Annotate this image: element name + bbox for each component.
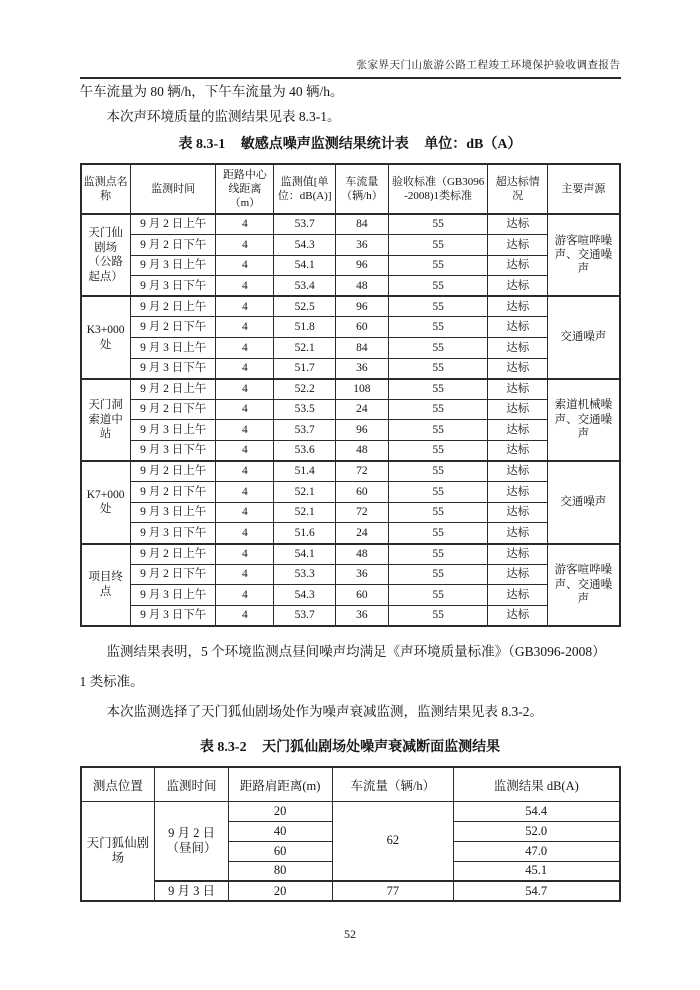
table-cell: 4	[216, 502, 274, 523]
table-cell: 55	[388, 338, 488, 359]
table-row	[81, 317, 620, 338]
table-cell: 54.3	[274, 235, 336, 256]
table-cell: 55	[388, 358, 488, 379]
table-cell: 55	[388, 461, 488, 482]
monitoring-point-name: K3+000 处	[81, 296, 131, 378]
table-row	[81, 605, 620, 626]
result-cell: 54.7	[453, 881, 619, 901]
table-cell: 达标	[488, 399, 548, 420]
table1-caption-unit: 单位：dB（A）	[424, 137, 522, 152]
table-cell: 55	[388, 441, 488, 462]
result-cell: 45.1	[453, 861, 619, 881]
table-row	[81, 235, 620, 256]
table-cell: 72	[336, 502, 389, 523]
table-cell: 55	[388, 605, 488, 626]
table-cell: 4	[216, 441, 274, 462]
table-cell: 达标	[488, 523, 548, 544]
table-cell: 48	[336, 441, 389, 462]
table-row	[81, 544, 620, 565]
table-row	[81, 881, 620, 901]
distance-cell: 60	[228, 841, 332, 861]
table-cell: 60	[336, 482, 389, 503]
table-cell: 4	[216, 276, 274, 297]
table-cell: 9 月 3 日下午	[130, 358, 216, 379]
table1-header	[81, 164, 620, 214]
table-cell: 达标	[488, 235, 548, 256]
table-cell: 55	[388, 399, 488, 420]
table-cell: 36	[336, 605, 389, 626]
table-cell: 4	[216, 399, 274, 420]
column-header: 超达标情况	[488, 164, 548, 214]
table-cell: 4	[216, 482, 274, 503]
main-noise-source: 游客喧哗噪声、交通噪声	[548, 214, 620, 296]
table-cell: 48	[336, 276, 389, 297]
table-cell: 4	[216, 605, 274, 626]
table-row	[81, 564, 620, 585]
paragraph-conclusion	[80, 637, 621, 697]
table-row	[81, 585, 620, 606]
table-row	[81, 502, 620, 523]
table1-caption	[80, 135, 621, 155]
column-header: 距路中心线距离（m）	[216, 164, 274, 214]
table-cell: 达标	[488, 585, 548, 606]
table-cell: 52.2	[274, 379, 336, 400]
table-cell: 4	[216, 296, 274, 317]
table-cell: 4	[216, 585, 274, 606]
distance-cell: 80	[228, 861, 332, 881]
table-cell: 达标	[488, 420, 548, 441]
table-cell: 9 月 3 日上午	[130, 585, 216, 606]
table-cell: 36	[336, 358, 389, 379]
table-cell: 55	[388, 296, 488, 317]
table-cell: 4	[216, 461, 274, 482]
table-cell: 达标	[488, 605, 548, 626]
table-cell: 108	[336, 379, 389, 400]
table-cell: 52.1	[274, 502, 336, 523]
table-cell: 36	[336, 235, 389, 256]
table-cell: 55	[388, 276, 488, 297]
table2-caption-title: 天门狐仙剧场处噪声衰减断面监测结果	[262, 740, 501, 756]
table-cell: 9 月 3 日上午	[130, 502, 216, 523]
paragraph-table2-intro: 本次监测选择了天门狐仙剧场处作为噪声衰减监测，监测结果见表 8.3-2。	[106, 703, 543, 719]
table-cell: 55	[388, 523, 488, 544]
noise-monitoring-results-table	[80, 163, 621, 627]
main-noise-source: 游客喧哗噪声、交通噪声	[548, 544, 620, 626]
table-cell: 55	[388, 235, 488, 256]
column-header: 监测时间	[130, 164, 216, 214]
distance-cell: 20	[228, 881, 332, 901]
table-cell: 9 月 3 日上午	[130, 420, 216, 441]
table-cell: 4	[216, 379, 274, 400]
table-cell: 4	[216, 338, 274, 359]
table-row	[81, 358, 620, 379]
table1-caption-title: 敏感点噪声监测结果统计表	[240, 137, 409, 152]
table-cell: 4	[216, 255, 274, 276]
monitoring-time: 9 月 2 日（昼间）	[155, 801, 228, 881]
column-header: 主要声源	[548, 164, 620, 214]
table-cell: 9 月 2 日上午	[130, 544, 216, 565]
traffic-flow-cell: 62	[332, 801, 453, 881]
result-cell: 54.4	[453, 801, 619, 821]
table-cell: 达标	[488, 544, 548, 565]
table-cell: 达标	[488, 317, 548, 338]
table-cell: 9 月 3 日下午	[130, 276, 216, 297]
table-cell: 24	[336, 523, 389, 544]
table-cell: 达标	[488, 276, 548, 297]
table-cell: 72	[336, 461, 389, 482]
table-cell: 9 月 2 日下午	[130, 317, 216, 338]
table-row	[81, 255, 620, 276]
document-page	[80, 0, 621, 902]
table-cell: 9 月 3 日下午	[130, 605, 216, 626]
table-cell: 9 月 2 日上午	[130, 296, 216, 317]
table-cell: 9 月 2 日下午	[130, 399, 216, 420]
main-noise-source: 交通噪声	[548, 461, 620, 543]
table-cell: 4	[216, 235, 274, 256]
table-cell: 84	[336, 214, 389, 235]
table-cell: 60	[336, 317, 389, 338]
table-cell: 4	[216, 420, 274, 441]
measurement-location: 天门狐仙剧场	[81, 801, 155, 901]
table-cell: 55	[388, 585, 488, 606]
table-cell: 达标	[488, 502, 548, 523]
monitoring-time: 9 月 3 日	[155, 881, 228, 901]
table-row	[81, 214, 620, 235]
table-cell: 4	[216, 564, 274, 585]
table-cell: 36	[336, 564, 389, 585]
table-cell: 9 月 2 日下午	[130, 564, 216, 585]
table-cell: 52.1	[274, 482, 336, 503]
table-cell: 53.6	[274, 441, 336, 462]
table-cell: 53.3	[274, 564, 336, 585]
running-header	[80, 0, 621, 79]
table-cell: 51.7	[274, 358, 336, 379]
table2-header	[81, 767, 620, 801]
table-cell: 55	[388, 544, 488, 565]
column-header: 车流量（辆/h）	[332, 767, 453, 801]
column-header: 监测结果 dB(A)	[453, 767, 619, 801]
table-cell: 达标	[488, 482, 548, 503]
noise-attenuation-table	[80, 766, 621, 902]
table-cell: 4	[216, 523, 274, 544]
table-cell: 55	[388, 317, 488, 338]
paragraph-conclusion-line2: 1 类标准。	[79, 673, 144, 689]
table-row	[81, 399, 620, 420]
table-row	[81, 523, 620, 544]
table-cell: 达标	[488, 296, 548, 317]
table-cell: 55	[388, 420, 488, 441]
table-row	[81, 801, 620, 821]
traffic-flow-cell: 77	[332, 881, 453, 901]
table2-caption-label: 表 8.3-2	[199, 740, 247, 756]
table-cell: 53.4	[274, 276, 336, 297]
table-cell: 达标	[488, 441, 548, 462]
table1-caption-label: 表 8.3-1	[178, 137, 226, 152]
table-row	[81, 441, 620, 462]
table-row	[81, 420, 620, 441]
table-cell: 9 月 2 日下午	[130, 482, 216, 503]
table-cell: 96	[336, 255, 389, 276]
table-cell: 53.7	[274, 420, 336, 441]
column-header: 验收标准（GB3096-2008)1类标准	[388, 164, 488, 214]
table-cell: 24	[336, 399, 389, 420]
column-header: 监测时间	[155, 767, 228, 801]
table-cell: 48	[336, 544, 389, 565]
table-cell: 55	[388, 564, 488, 585]
table-cell: 9 月 2 日上午	[130, 461, 216, 482]
column-header: 测点位置	[81, 767, 155, 801]
table-row	[81, 276, 620, 297]
table-cell: 52.5	[274, 296, 336, 317]
table-row	[81, 296, 620, 317]
table-cell: 4	[216, 544, 274, 565]
table-cell: 4	[216, 317, 274, 338]
column-header: 监测点名称	[81, 164, 131, 214]
column-header: 车流量（辆/h）	[336, 164, 389, 214]
table1-body	[81, 214, 620, 626]
table-cell: 9 月 2 日上午	[130, 214, 216, 235]
table-cell: 53.7	[274, 214, 336, 235]
table-cell: 达标	[488, 461, 548, 482]
monitoring-point-name: 天门洞索道中站	[81, 379, 131, 461]
table-cell: 54.3	[274, 585, 336, 606]
table-cell: 达标	[488, 214, 548, 235]
table-cell: 51.6	[274, 523, 336, 544]
table-cell: 9 月 3 日下午	[130, 441, 216, 462]
table-cell: 96	[336, 420, 389, 441]
result-cell: 47.0	[453, 841, 619, 861]
table-cell: 4	[216, 214, 274, 235]
result-cell: 52.0	[453, 821, 619, 841]
table-cell: 9 月 3 日上午	[130, 338, 216, 359]
table-cell: 84	[336, 338, 389, 359]
table-cell: 达标	[488, 564, 548, 585]
table-cell: 60	[336, 585, 389, 606]
table-cell: 52.1	[274, 338, 336, 359]
distance-cell: 40	[228, 821, 332, 841]
table-cell: 55	[388, 255, 488, 276]
paragraph-table1-intro: 本次声环境质量的监测结果见表 8.3-1。	[106, 109, 341, 124]
table-cell: 53.7	[274, 605, 336, 626]
table-cell: 达标	[488, 338, 548, 359]
table2-caption	[80, 738, 621, 758]
monitoring-point-name: 项目终点	[81, 544, 131, 626]
paragraph-traffic-flow: 午车流量为 80 辆/h，下午车流量为 40 辆/h。	[79, 84, 344, 99]
main-noise-source: 索道机械噪声、交通噪声	[548, 379, 620, 461]
table-cell: 9 月 2 日上午	[130, 379, 216, 400]
table-cell: 55	[388, 214, 488, 235]
main-noise-source: 交通噪声	[548, 296, 620, 378]
table-row	[81, 482, 620, 503]
table-row	[81, 338, 620, 359]
running-header-text: 张家界天门山旅游公路工程竣工环境保护验收调查报告	[356, 60, 621, 71]
table-cell: 达标	[488, 255, 548, 276]
table-cell: 96	[336, 296, 389, 317]
table2-body	[81, 801, 620, 901]
column-header: 监测值[单位：dB(A)]	[274, 164, 336, 214]
paragraph-conclusion-line1: 监测结果表明，5 个环境监测点昼间噪声均满足《声环境质量标准》（GB3096-2008）	[106, 643, 606, 659]
table-row	[81, 379, 620, 400]
distance-cell: 20	[228, 801, 332, 821]
monitoring-point-name: 天门仙剧场（公路起点）	[81, 214, 131, 296]
table-cell: 55	[388, 482, 488, 503]
table-cell: 51.8	[274, 317, 336, 338]
column-header: 距路肩距离(m)	[228, 767, 332, 801]
table-cell: 9 月 3 日上午	[130, 255, 216, 276]
table-cell: 4	[216, 358, 274, 379]
table-row	[81, 461, 620, 482]
table-cell: 55	[388, 379, 488, 400]
monitoring-point-name: K7+000 处	[81, 461, 131, 543]
table-cell: 54.1	[274, 255, 336, 276]
table-cell: 9 月 3 日下午	[130, 523, 216, 544]
table-cell: 53.5	[274, 399, 336, 420]
table-cell: 9 月 2 日下午	[130, 235, 216, 256]
table-cell: 51.4	[274, 461, 336, 482]
page-number: 52	[344, 927, 356, 941]
table-cell: 55	[388, 502, 488, 523]
table-cell: 54.1	[274, 544, 336, 565]
table-cell: 达标	[488, 358, 548, 379]
table-cell: 达标	[488, 379, 548, 400]
